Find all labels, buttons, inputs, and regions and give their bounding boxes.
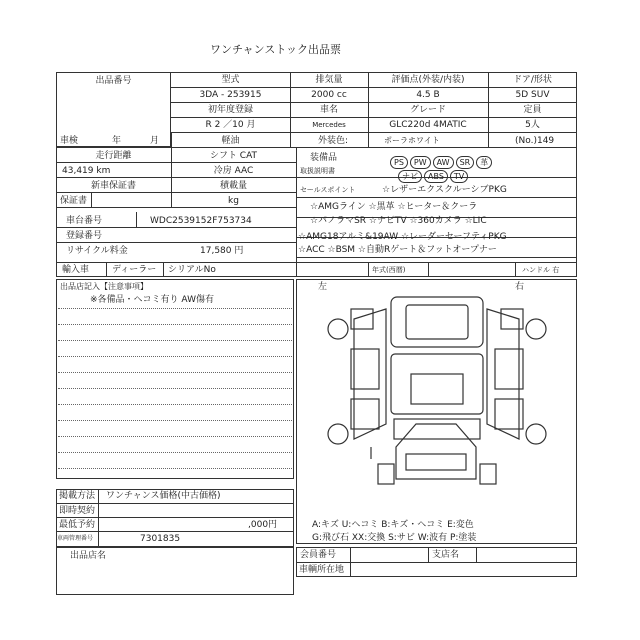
location-label: 車輌所在地: [299, 565, 345, 575]
import-serial: シリアルNo: [168, 265, 216, 275]
remarks-box: [56, 279, 294, 479]
inspection-year: 年: [112, 136, 122, 146]
equip-tv: TV: [450, 170, 468, 183]
shift-label: シフト CAT: [209, 151, 258, 161]
color-value: ポーラホワイト: [384, 136, 440, 145]
loading-value: kg: [228, 196, 239, 206]
doors-value: 5D SUV: [515, 90, 550, 100]
model-value: 3DA ‐ 253915: [199, 90, 262, 100]
displacement-value: 2000 cc: [311, 90, 347, 100]
inspection-label: 車検: [60, 136, 79, 146]
loading-label: 積載量: [219, 181, 247, 191]
legend-row-2: G:飛び石 XX:交換 S:サビ W:波有 P:塗装: [312, 533, 477, 543]
equip-navi: ナビ: [398, 170, 422, 183]
equipment-row2: [398, 164, 470, 183]
remarks-text: ※各備品・ヘコミ有り AW傷有: [90, 295, 214, 305]
mileage-label: 走行距離: [95, 151, 132, 161]
recycle-label: リサイクル料金: [66, 246, 128, 256]
diagram-right: 右: [515, 282, 525, 292]
member-label: 車両管理番号: [57, 535, 94, 542]
rating-value: 4.5 B: [416, 90, 440, 100]
remarks-label: 出品店記入【注意事項】: [60, 282, 148, 291]
equip-pw: PW: [410, 156, 431, 169]
fuel-label: 軽油: [221, 136, 240, 146]
grade-label: グレード: [409, 105, 446, 115]
sales-point-1: ☆レザーエクスクルーシブPKG: [382, 185, 507, 195]
import-dealer: ディーラー: [112, 265, 157, 275]
model-label: 型式: [221, 75, 240, 85]
lot-label: 出品番号: [95, 76, 132, 86]
color-code: (No.)149: [515, 136, 555, 146]
equip-leather: 革: [476, 156, 492, 169]
displacement-label: 排気量: [315, 75, 343, 85]
branch-label: 支店名: [432, 550, 460, 560]
diagram-left: 左: [318, 282, 328, 292]
member-value: 7301835: [140, 534, 181, 544]
price-label: 最低予約: [59, 520, 96, 530]
shop-label: 出品店名: [70, 551, 107, 561]
equip-aw: AW: [433, 156, 454, 169]
vin-label: 車台番号: [66, 216, 103, 226]
maker-value: Mercedes: [312, 121, 346, 129]
vin-value: WDC2539152F753734: [150, 216, 252, 226]
import-label: 輸入車: [62, 265, 90, 275]
manual-label: 取扱説明書: [300, 167, 335, 175]
first-reg-value: R 2 ／10 月: [205, 120, 256, 130]
listing-label: 掲載方法: [59, 491, 96, 501]
listing-value: ワンチャンス価格(中古価格): [106, 491, 221, 501]
stock-label: 即時契約: [59, 506, 96, 516]
color-label: 外装色:: [318, 136, 349, 146]
sales-point-5: ☆ACC ☆BSM ☆自動Rゲート＆フットオープナー: [298, 245, 497, 255]
handle-label: ハンドル 右: [522, 266, 560, 274]
year-type-label: 年式(西暦): [372, 266, 406, 274]
equip-sr: SR: [456, 156, 475, 169]
legend-row-1: A:キズ U:ヘコミ B:キズ・ヘコミ E:変色: [312, 520, 474, 530]
member-no-label: 会員番号: [300, 550, 337, 560]
equipment-label: 装備品: [310, 153, 338, 163]
sales-point-3: ☆パノラマSR ☆ナビTV ☆360カメラ ☆LIC: [310, 216, 487, 226]
page-title: ワンチャンストック出品票: [210, 43, 342, 56]
maker-label: 車名: [319, 105, 338, 115]
sales-point-2: ☆AMGライン ☆黒革 ☆ヒーター＆クーラ: [310, 202, 478, 212]
sales-points-label: セールスポイント: [300, 186, 356, 194]
equip-abs: ABS: [424, 170, 448, 183]
mileage-value: 43,419 km: [62, 166, 111, 176]
sales-point-4: ☆AMG18アルミ&19AW ☆レーダーセーフティPKG: [298, 232, 507, 242]
newcar-warranty-label: 新車保証書: [90, 181, 136, 191]
capacity-label: 定員: [523, 105, 542, 115]
first-reg-label: 初年度登録: [207, 105, 253, 115]
price-value: ,000円: [248, 520, 278, 530]
aircon-label: 冷房 AAC: [213, 166, 254, 176]
equip-ps: PS: [390, 156, 408, 169]
inspection-month: 月: [150, 136, 160, 146]
recycle-value: 17,580 円: [200, 246, 244, 256]
grade-value: GLC220d 4MATIC: [389, 120, 467, 130]
doors-label: ドア/形状: [513, 75, 552, 85]
capacity-value: 5人: [525, 120, 540, 130]
warranty-label: 保証書: [60, 196, 88, 206]
reg-no-label: 登録番号: [66, 231, 103, 241]
rating-label: 評価点(外装/内装): [391, 75, 465, 85]
car-diagram: [296, 279, 577, 514]
